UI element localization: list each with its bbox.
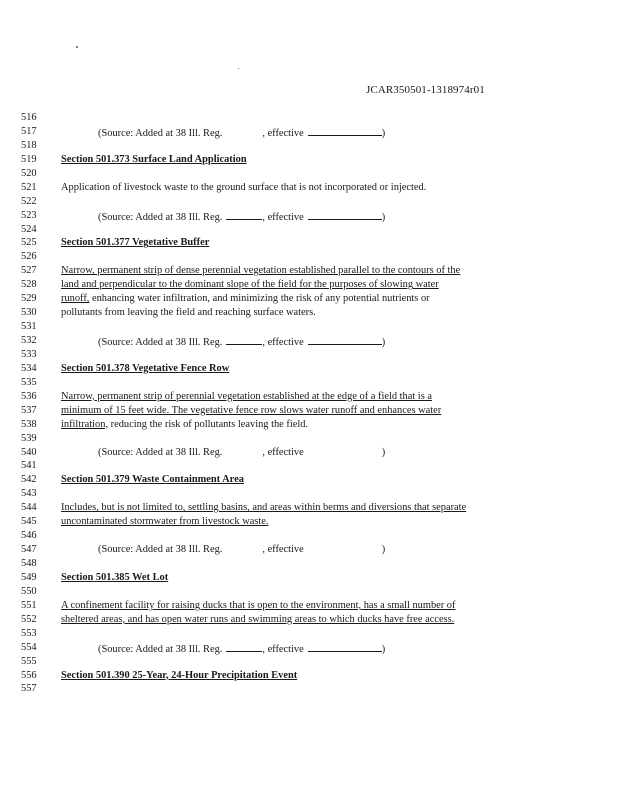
- source-effective: , effective: [262, 643, 304, 655]
- document-line: [0, 613, 618, 627]
- line-number: 532: [21, 335, 37, 346]
- section-heading: Section 501.378 Vegetative Fence Row: [61, 362, 230, 374]
- register-blank: [226, 209, 262, 220]
- document-line: [0, 167, 618, 181]
- document-line: [0, 543, 618, 557]
- document-line: [0, 515, 618, 529]
- document-line: [0, 292, 618, 306]
- source-effective: , effective: [262, 446, 304, 458]
- document-line: [0, 278, 618, 292]
- effective-date-blank: [308, 334, 382, 345]
- document-id: JCAR350501-1318974r01: [366, 84, 485, 96]
- added-text: Includes, but is not limited to, settling basins, and areas within berms and diversions that separate: [61, 502, 467, 514]
- line-number: 553: [21, 627, 37, 639]
- added-text: minimum of 15 feet wide. The vegetative fence row slows water runoff and enhances water: [61, 404, 442, 416]
- effective-date-blank: [308, 125, 382, 136]
- line-number: 522: [21, 195, 37, 207]
- source-prefix: (Source: Added at 38 Ill. Reg.: [98, 544, 223, 556]
- body-text: [61, 418, 308, 432]
- document-line: [0, 655, 618, 669]
- added-text: A confinement facility for raising ducks that is open to the environment, has a small number of: [61, 599, 456, 611]
- line-number: 524: [21, 223, 37, 235]
- added-text: uncontaminated stormwater from livestock waste.: [61, 516, 269, 528]
- section-heading: Section 501.377 Vegetative Buffer: [61, 237, 210, 249]
- document-line: [0, 264, 618, 278]
- added-text: sheltered areas, and has open water runs and swimming areas to which ducks have free access.: [61, 613, 455, 625]
- document-body: [0, 111, 618, 696]
- register-blank: [226, 334, 262, 345]
- line-number: 539: [21, 432, 37, 444]
- line-number: 531: [21, 321, 37, 333]
- line-number: 548: [21, 558, 37, 569]
- body-text: pollutants from leaving the field and reaching surface waters.: [61, 307, 316, 319]
- source-prefix: (Source: Added at 38 Ill. Reg.: [98, 643, 223, 655]
- body-text: Application of livestock waste to the ground surface that is not incorporated or injected.: [61, 181, 427, 193]
- source-prefix: (Source: Added at 38 Ill. Reg.: [98, 337, 223, 348]
- document-line: [0, 487, 618, 501]
- source-effective: , effective: [262, 337, 304, 348]
- line-number: 551: [21, 599, 37, 611]
- document-line: [0, 195, 618, 209]
- line-number: 528: [21, 279, 37, 291]
- document-line: [0, 669, 618, 683]
- line-number: 516: [21, 112, 37, 123]
- document-line: [0, 641, 618, 655]
- line-number: 533: [21, 348, 37, 360]
- section-heading: Section 501.379 Waste Containment Area: [61, 474, 244, 486]
- document-line: [0, 529, 618, 543]
- document-line: [0, 181, 618, 195]
- source-note: [98, 543, 385, 557]
- source-close: ): [381, 643, 386, 655]
- line-number: 546: [21, 530, 37, 542]
- line-number: 541: [21, 460, 37, 472]
- line-number: 518: [21, 139, 37, 151]
- document-line: [0, 473, 618, 487]
- line-number: 554: [21, 641, 37, 653]
- document-line: [0, 599, 618, 613]
- added-text: Narrow, permanent strip of dense perennial vegetation established parallel to the contours of the: [61, 265, 461, 277]
- source-note: [98, 446, 385, 460]
- body-text: [61, 292, 430, 306]
- document-line: [0, 682, 618, 696]
- line-number: 525: [21, 237, 37, 249]
- source-prefix: (Source: Added at 38 Ill. Reg.: [98, 211, 223, 223]
- line-number: 535: [21, 376, 37, 388]
- document-line: [0, 390, 618, 404]
- document-line: [0, 571, 618, 585]
- document-line: [0, 139, 618, 153]
- line-number: 544: [21, 502, 37, 514]
- document-line: [0, 250, 618, 264]
- added-text: land and perpendicular to the dominant slope of the field for the purposes of slowing water: [61, 279, 439, 291]
- document-line: [0, 418, 618, 432]
- line-number: 538: [21, 418, 37, 430]
- line-number: 517: [21, 125, 37, 137]
- document-line: [0, 432, 618, 446]
- document-line: [0, 585, 618, 599]
- effective-date-blank: [308, 209, 382, 220]
- document-line: [0, 111, 618, 125]
- section-heading: Section 501.385 Wet Lot: [61, 571, 169, 583]
- document-line: [0, 446, 618, 460]
- document-line: [0, 209, 618, 223]
- line-number: 526: [21, 251, 37, 263]
- added-text: runoff,: [61, 293, 90, 305]
- document-line: [0, 125, 618, 139]
- line-number: 537: [21, 404, 37, 416]
- line-number: 557: [21, 683, 37, 695]
- line-number: 519: [21, 153, 37, 165]
- document-line: [0, 306, 618, 320]
- document-line: [0, 627, 618, 641]
- scan-speck: [238, 68, 239, 69]
- source-close: ): [381, 446, 386, 458]
- line-number: 545: [21, 516, 37, 528]
- document-line: [0, 236, 618, 250]
- source-effective: , effective: [262, 211, 304, 223]
- line-number: 536: [21, 390, 37, 402]
- line-number: 540: [21, 446, 37, 458]
- document-line: [0, 362, 618, 376]
- line-number: 550: [21, 585, 37, 597]
- document-line: [0, 320, 618, 334]
- line-number: 520: [21, 167, 37, 179]
- line-number: 523: [21, 209, 37, 221]
- document-line: [0, 404, 618, 418]
- document-line: [0, 501, 618, 515]
- line-number: 521: [21, 181, 37, 193]
- document-line: [0, 376, 618, 390]
- document-line: [0, 153, 618, 167]
- section-heading: Section 501.390 25-Year, 24-Hour Precipitation Event: [61, 669, 298, 681]
- source-close: ): [381, 211, 386, 223]
- source-close: ): [381, 127, 386, 139]
- line-number: 543: [21, 488, 37, 500]
- line-number: 549: [21, 571, 37, 583]
- document-line: [0, 348, 618, 362]
- line-number: 527: [21, 265, 37, 277]
- line-number: 556: [21, 669, 37, 681]
- line-number: 552: [21, 613, 37, 625]
- register-blank: [226, 641, 262, 652]
- document-line: [0, 557, 618, 571]
- added-text: infiltration,: [61, 418, 109, 430]
- body-text-rest: reducing the risk of pollutants leaving the field.: [108, 418, 309, 430]
- line-number: 530: [21, 307, 37, 319]
- added-text: Narrow, permanent strip of perennial vegetation established at the edge of a field that is a: [61, 390, 432, 402]
- document-line: [0, 459, 618, 473]
- scan-speck: [76, 46, 78, 48]
- line-number: 529: [21, 293, 37, 305]
- source-prefix: (Source: Added at 38 Ill. Reg.: [98, 446, 223, 458]
- source-effective: , effective: [262, 127, 304, 139]
- document-line: [0, 223, 618, 237]
- line-number: 555: [21, 655, 37, 667]
- document-line: [0, 334, 618, 348]
- source-effective: , effective: [262, 544, 304, 556]
- body-text-rest: enhancing water infiltration, and minimizing the risk of any potential nutrients or: [89, 293, 430, 305]
- source-close: ): [381, 337, 386, 348]
- effective-date-blank: [308, 641, 382, 652]
- section-heading: Section 501.373 Surface Land Application: [61, 153, 247, 165]
- line-number: 534: [21, 362, 37, 374]
- source-prefix: (Source: Added at 38 Ill. Reg.: [98, 127, 223, 139]
- line-number: 542: [21, 474, 37, 486]
- source-close: ): [381, 544, 386, 556]
- line-number: 547: [21, 544, 37, 556]
